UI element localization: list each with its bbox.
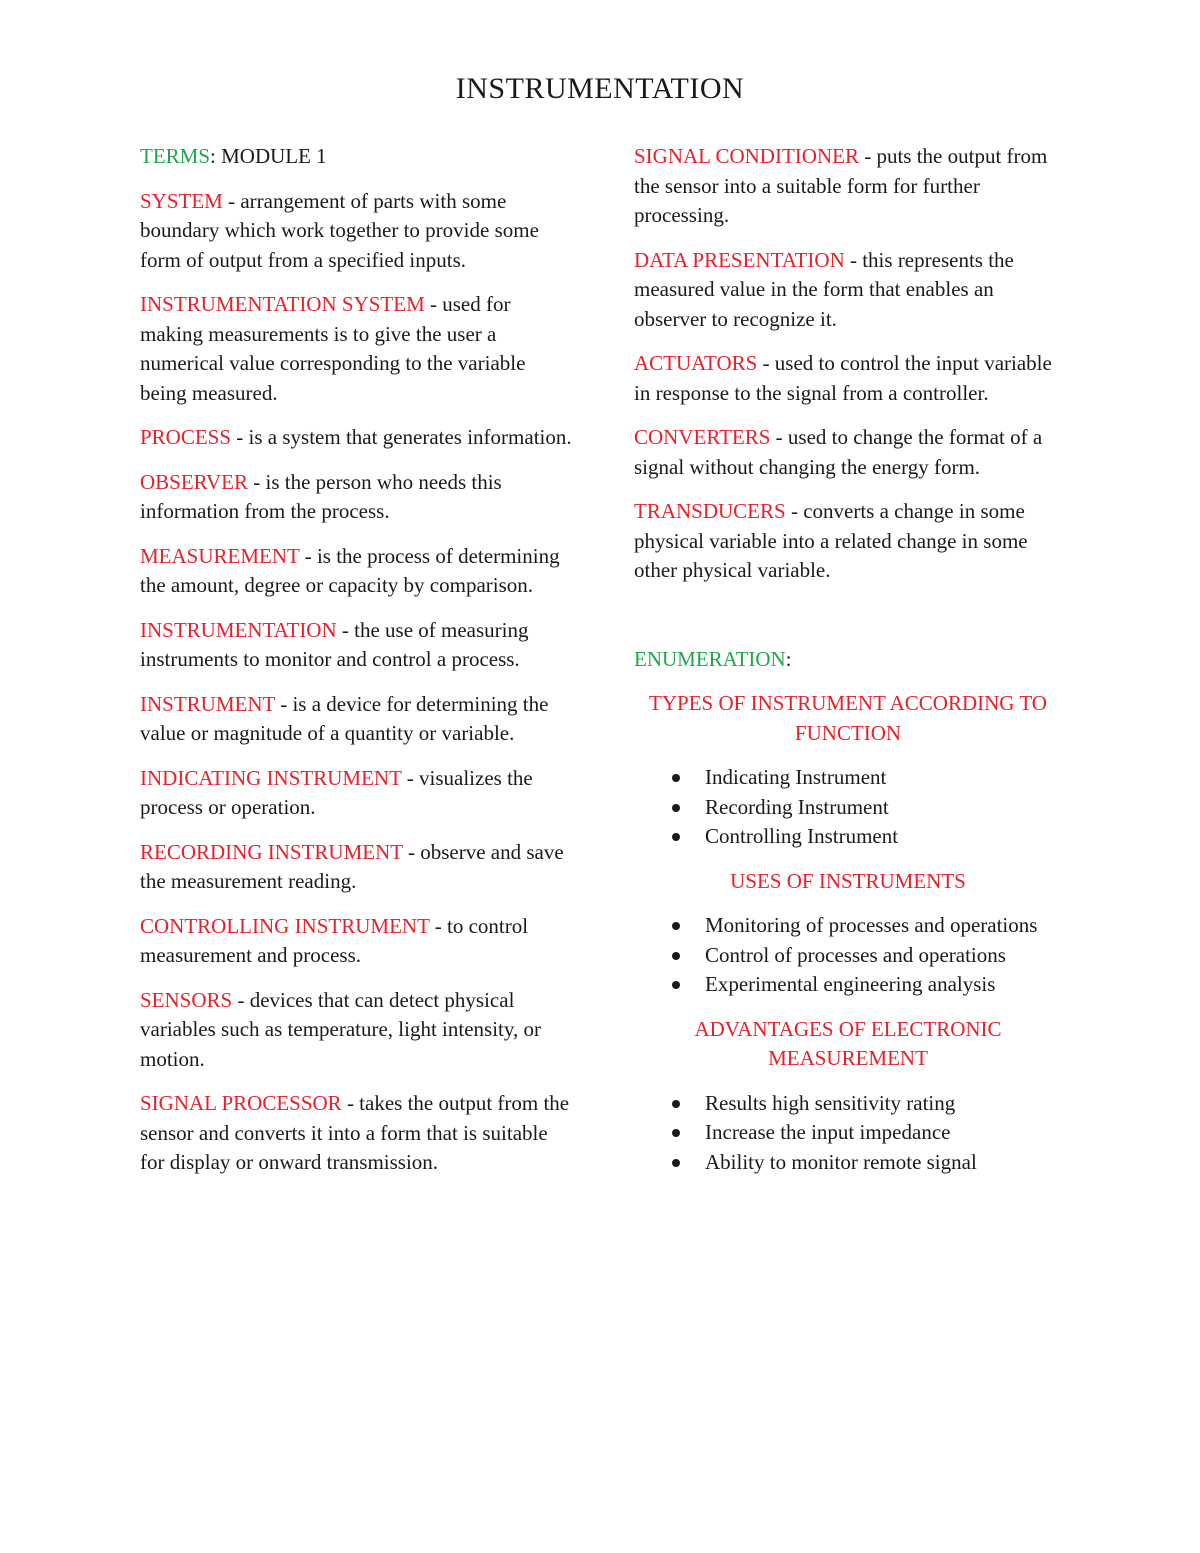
enumeration-colon: : — [785, 646, 792, 671]
bullet-icon — [672, 1159, 680, 1167]
term-name: ACTUATORS — [634, 351, 758, 375]
term-entry — [634, 423, 1062, 482]
term-name: SYSTEM — [140, 188, 223, 213]
term-definition: - puts the output from the sensor into a suitable form for further processing. — [634, 144, 1048, 227]
term-name: PROCESS — [140, 425, 232, 449]
list-item — [634, 793, 1062, 823]
term-entry — [140, 1089, 572, 1178]
term-name: SIGNAL PROCESSOR — [140, 1091, 342, 1115]
term-name: MEASUREMENT — [140, 543, 300, 568]
term-entry — [634, 246, 1062, 335]
term-definition: - is a device for determining the value or magnitude of a quantity or variable. — [140, 691, 549, 745]
list-item — [634, 970, 1062, 1000]
bullet-icon — [672, 1129, 680, 1137]
term-name: SENSORS — [140, 987, 233, 1012]
term-name: OBSERVER — [140, 469, 249, 494]
term-definition: - is the process of determining the amount, degree or capacity by comparison. — [140, 543, 560, 597]
term-entry — [140, 690, 572, 749]
term-definition: - used to control the input variable in response to the signal from a controller. — [634, 351, 1052, 405]
list-item-text: Indicating Instrument — [705, 765, 887, 789]
term-entry — [140, 986, 572, 1075]
list-item-text: Ability to monitor remote signal — [705, 1149, 977, 1174]
term-definition: - is a system that generates information. — [231, 425, 572, 449]
term-definition: - used to change the format of a signal without changing the energy form. — [634, 425, 1043, 479]
bullet-icon — [672, 774, 680, 782]
section-heading: TYPES OF INSTRUMENT ACCORDING TO FUNCTION — [649, 691, 1047, 745]
term-definition: - is the person who needs this information from the process. — [140, 469, 502, 523]
term-entry — [140, 616, 572, 675]
term-definition: - used for making measurements is to give the user a numerical value corresponding to the variable being measured. — [140, 292, 526, 405]
bullet-icon — [672, 1100, 680, 1108]
term-definition: - arrangement of parts with some boundary which work together to provide some form of output from a specified inputs. — [140, 188, 539, 272]
list-item-text: Recording Instrument — [705, 794, 889, 819]
bullet-list — [634, 1089, 1062, 1178]
list-item-text: Experimental engineering analysis — [705, 972, 996, 996]
list-item — [634, 1148, 1062, 1178]
term-name: INSTRUMENTATION — [140, 617, 337, 642]
term-definition: - observe and save the measurement reading. — [140, 839, 564, 893]
section-heading: USES OF INSTRUMENTS — [730, 868, 966, 893]
list-item — [634, 911, 1062, 941]
term-definition: - takes the output from the sensor and converts it into a form that is suitable for display or onward transmission. — [140, 1091, 570, 1174]
term-name: INDICATING INSTRUMENT — [140, 765, 402, 790]
term-entry — [140, 912, 572, 971]
bullet-icon — [672, 952, 680, 960]
list-item — [634, 822, 1062, 852]
term-definition: - visualizes the process or operation. — [140, 765, 533, 819]
list-item — [634, 1089, 1062, 1119]
enumeration-label: ENUMERATION — [634, 646, 786, 671]
section-spacer — [634, 601, 1062, 645]
list-item-text: Results high sensitivity rating — [705, 1090, 956, 1115]
terms-heading — [140, 142, 572, 172]
term-entry — [634, 497, 1062, 586]
term-entry — [140, 838, 572, 897]
list-item-text: Increase the input impedance — [705, 1120, 951, 1144]
term-name: CONTROLLING INSTRUMENT — [140, 913, 430, 938]
term-definition: - the use of measuring instruments to monitor and control a process. — [140, 617, 529, 671]
list-item-text: Control of processes and operations — [705, 942, 1006, 967]
bullet-icon — [672, 981, 680, 989]
document-title: INSTRUMENTATION — [455, 72, 745, 105]
term-name: CONVERTERS — [634, 425, 771, 449]
term-entry — [140, 187, 572, 276]
term-entry — [140, 423, 572, 453]
term-name: RECORDING INSTRUMENT — [140, 839, 403, 864]
term-definition: - to control measurement and process. — [140, 913, 529, 967]
list-item — [634, 1118, 1062, 1148]
bullet-list — [634, 911, 1062, 1000]
term-name: TRANSDUCERS — [634, 499, 786, 523]
list-item-text: Monitoring of processes and operations — [705, 913, 1038, 937]
bullet-list — [634, 763, 1062, 852]
list-item — [634, 941, 1062, 971]
term-name: INSTRUMENT — [140, 691, 275, 716]
term-entry — [140, 290, 572, 408]
list-item-text: Controlling Instrument — [705, 824, 899, 848]
term-name: INSTRUMENTATION SYSTEM — [140, 292, 425, 316]
term-entry — [140, 764, 572, 823]
list-item — [634, 763, 1062, 793]
term-entry — [634, 349, 1062, 408]
enumeration-heading — [634, 645, 1062, 675]
term-name: SIGNAL CONDITIONER — [634, 144, 859, 168]
term-name: DATA PRESENTATION — [634, 247, 845, 272]
term-entry — [140, 542, 572, 601]
term-entry — [140, 468, 572, 527]
bullet-icon — [672, 804, 680, 812]
bullet-icon — [672, 922, 680, 930]
terms-label: TERMS — [140, 144, 211, 168]
terms-module: : MODULE 1 — [210, 144, 327, 168]
term-entry — [634, 142, 1062, 231]
term-definition: - devices that can detect physical variables such as temperature, light intensity, or motion. — [140, 987, 542, 1071]
right-column — [634, 142, 1062, 1192]
left-column — [140, 142, 572, 1193]
section-heading: ADVANTAGES OF ELECTRONIC MEASUREMENT — [694, 1016, 1002, 1070]
term-definition: - this represents the measured value in the form that enables an observer to recognize it. — [634, 247, 1014, 331]
bullet-icon — [672, 833, 680, 841]
term-definition: - converts a change in some physical variable into a related change in some other physical variable. — [634, 499, 1028, 582]
